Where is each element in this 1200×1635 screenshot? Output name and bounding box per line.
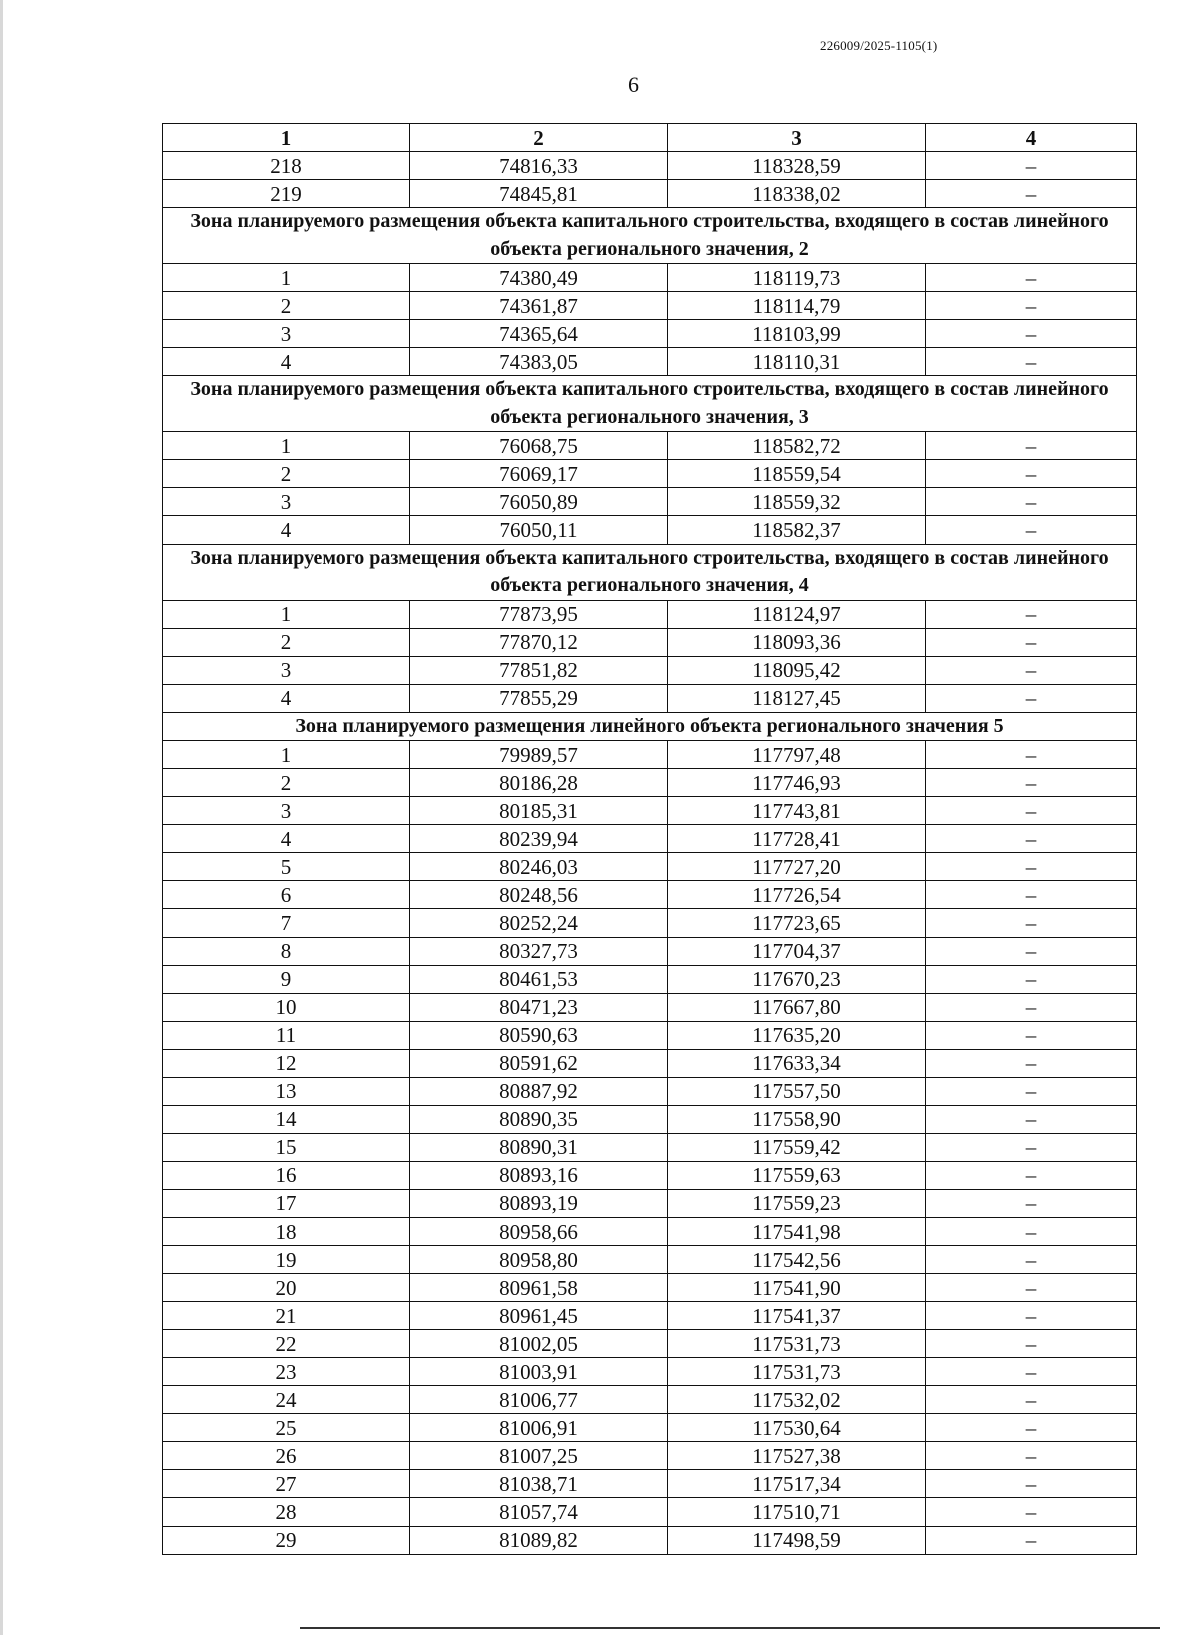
- scan-edge: [0, 0, 3, 1635]
- cell-col-4: –: [926, 853, 1137, 881]
- cell-col-2: 77855,29: [410, 684, 668, 712]
- table-row: [163, 1498, 1137, 1526]
- cell-col-3: 117498,59: [668, 1526, 926, 1554]
- zone-header-row: [163, 376, 1137, 432]
- cell-col-1: 3: [163, 797, 410, 825]
- cell-col-2: 80958,66: [410, 1218, 668, 1246]
- table-row: [163, 1470, 1137, 1498]
- cell-col-2: 76069,17: [410, 460, 668, 488]
- zone-header-row: [163, 712, 1137, 741]
- table-row: [163, 769, 1137, 797]
- cell-col-2: 74383,05: [410, 348, 668, 376]
- cell-col-1: 16: [163, 1161, 410, 1189]
- header-row: [163, 124, 1137, 152]
- cell-col-1: 14: [163, 1105, 410, 1133]
- cell-col-3: 118328,59: [668, 152, 926, 180]
- cell-col-3: 117558,90: [668, 1105, 926, 1133]
- cell-col-4: –: [926, 460, 1137, 488]
- cell-col-1: 4: [163, 684, 410, 712]
- cell-col-4: –: [926, 264, 1137, 292]
- cell-col-3: 117530,64: [668, 1414, 926, 1442]
- cell-col-2: 74845,81: [410, 180, 668, 208]
- cell-col-2: 76068,75: [410, 432, 668, 460]
- cell-col-2: 79989,57: [410, 741, 668, 769]
- cell-col-1: 17: [163, 1189, 410, 1217]
- cell-col-2: 81006,77: [410, 1386, 668, 1414]
- cell-col-2: 80461,53: [410, 965, 668, 993]
- cell-col-2: 80890,35: [410, 1105, 668, 1133]
- cell-col-3: 117728,41: [668, 825, 926, 853]
- table-body: [163, 152, 1137, 1555]
- table-row: [163, 180, 1137, 208]
- table-row: [163, 320, 1137, 348]
- cell-col-3: 117531,73: [668, 1330, 926, 1358]
- table-row: [163, 1161, 1137, 1189]
- cell-col-4: –: [926, 1189, 1137, 1217]
- cell-col-1: 2: [163, 769, 410, 797]
- cell-col-1: 4: [163, 348, 410, 376]
- cell-col-2: 80239,94: [410, 825, 668, 853]
- cell-col-4: –: [926, 965, 1137, 993]
- table-row: [163, 909, 1137, 937]
- cell-col-4: –: [926, 292, 1137, 320]
- cell-col-4: –: [926, 1021, 1137, 1049]
- cell-col-2: 80893,19: [410, 1189, 668, 1217]
- cell-col-2: 80248,56: [410, 881, 668, 909]
- cell-col-3: 117531,73: [668, 1358, 926, 1386]
- cell-col-1: 12: [163, 1049, 410, 1077]
- cell-col-2: 81089,82: [410, 1526, 668, 1554]
- cell-col-2: 80185,31: [410, 797, 668, 825]
- cell-col-4: –: [926, 1442, 1137, 1470]
- cell-col-4: –: [926, 488, 1137, 516]
- cell-col-4: –: [926, 1498, 1137, 1526]
- table-row: [163, 1133, 1137, 1161]
- cell-col-3: 117797,48: [668, 741, 926, 769]
- cell-col-2: 76050,11: [410, 516, 668, 544]
- cell-col-1: 25: [163, 1414, 410, 1442]
- cell-col-2: 80893,16: [410, 1161, 668, 1189]
- cell-col-4: –: [926, 769, 1137, 797]
- cell-col-4: –: [926, 684, 1137, 712]
- cell-col-3: 117727,20: [668, 853, 926, 881]
- table-row: [163, 1330, 1137, 1358]
- cell-col-2: 74365,64: [410, 320, 668, 348]
- table-row: [163, 348, 1137, 376]
- cell-col-4: –: [926, 1302, 1137, 1330]
- cell-col-1: 4: [163, 825, 410, 853]
- cell-col-3: 117510,71: [668, 1498, 926, 1526]
- cell-col-3: 118559,54: [668, 460, 926, 488]
- cell-col-4: –: [926, 1077, 1137, 1105]
- cell-col-3: 117633,34: [668, 1049, 926, 1077]
- cell-col-4: –: [926, 1133, 1137, 1161]
- cell-col-2: 80327,73: [410, 937, 668, 965]
- table-row: [163, 656, 1137, 684]
- cell-col-3: 117517,34: [668, 1470, 926, 1498]
- cell-col-4: –: [926, 1358, 1137, 1386]
- cell-col-2: 77851,82: [410, 656, 668, 684]
- cell-col-2: 74816,33: [410, 152, 668, 180]
- zone-header-row: [163, 208, 1137, 264]
- cell-col-3: 117635,20: [668, 1021, 926, 1049]
- table-header: [163, 124, 1137, 152]
- cell-col-2: 77870,12: [410, 628, 668, 656]
- cell-col-3: 117541,90: [668, 1274, 926, 1302]
- cell-col-3: 117527,38: [668, 1442, 926, 1470]
- table-row: [163, 1049, 1137, 1077]
- cell-col-1: 2: [163, 292, 410, 320]
- cell-col-3: 118093,36: [668, 628, 926, 656]
- table-row: [163, 1414, 1137, 1442]
- cell-col-2: 81003,91: [410, 1358, 668, 1386]
- cell-col-1: 20: [163, 1274, 410, 1302]
- cell-col-1: 13: [163, 1077, 410, 1105]
- zone-title: Зона планируемого размещения объекта капитального строительства, входящего в состав линейного объекта регионального значения, 3: [163, 376, 1137, 432]
- table-row: [163, 432, 1137, 460]
- cell-col-1: 26: [163, 1442, 410, 1470]
- cell-col-2: 81006,91: [410, 1414, 668, 1442]
- table-row: [163, 516, 1137, 544]
- cell-col-2: 80186,28: [410, 769, 668, 797]
- table-row: [163, 460, 1137, 488]
- cell-col-1: 29: [163, 1526, 410, 1554]
- cell-col-1: 10: [163, 993, 410, 1021]
- bottom-rule: [300, 1627, 1160, 1629]
- cell-col-1: 1: [163, 600, 410, 628]
- cell-col-2: 81057,74: [410, 1498, 668, 1526]
- cell-col-1: 24: [163, 1386, 410, 1414]
- cell-col-1: 28: [163, 1498, 410, 1526]
- cell-col-1: 1: [163, 432, 410, 460]
- zone-title: Зона планируемого размещения объекта капитального строительства, входящего в состав линейного объекта регионального значения, 2: [163, 208, 1137, 264]
- table-row: [163, 1105, 1137, 1133]
- cell-col-4: –: [926, 797, 1137, 825]
- cell-col-1: 22: [163, 1330, 410, 1358]
- cell-col-3: 118127,45: [668, 684, 926, 712]
- cell-col-3: 117541,98: [668, 1218, 926, 1246]
- table-row: [163, 825, 1137, 853]
- cell-col-2: 80471,23: [410, 993, 668, 1021]
- cell-col-3: 118119,73: [668, 264, 926, 292]
- cell-col-4: –: [926, 1470, 1137, 1498]
- cell-col-4: –: [926, 432, 1137, 460]
- cell-col-3: 118103,99: [668, 320, 926, 348]
- cell-col-1: 3: [163, 488, 410, 516]
- cell-col-1: 3: [163, 656, 410, 684]
- cell-col-3: 117746,93: [668, 769, 926, 797]
- cell-col-4: –: [926, 656, 1137, 684]
- cell-col-2: 80246,03: [410, 853, 668, 881]
- cell-col-3: 118582,72: [668, 432, 926, 460]
- header-col-3: 3: [668, 124, 926, 152]
- cell-col-1: 5: [163, 853, 410, 881]
- zone-header-row: [163, 544, 1137, 600]
- cell-col-4: –: [926, 1049, 1137, 1077]
- table-row: [163, 741, 1137, 769]
- cell-col-3: 117670,23: [668, 965, 926, 993]
- table-row: [163, 937, 1137, 965]
- cell-col-2: 81007,25: [410, 1442, 668, 1470]
- cell-col-1: 219: [163, 180, 410, 208]
- cell-col-4: –: [926, 993, 1137, 1021]
- cell-col-2: 80961,45: [410, 1302, 668, 1330]
- coordinates-table: [162, 123, 1137, 1555]
- cell-col-1: 7: [163, 909, 410, 937]
- table-row: [163, 1218, 1137, 1246]
- cell-col-2: 74361,87: [410, 292, 668, 320]
- cell-col-3: 117532,02: [668, 1386, 926, 1414]
- cell-col-2: 80591,62: [410, 1049, 668, 1077]
- cell-col-1: 9: [163, 965, 410, 993]
- cell-col-4: –: [926, 320, 1137, 348]
- cell-col-1: 8: [163, 937, 410, 965]
- table-row: [163, 1442, 1137, 1470]
- zone-title: Зона планируемого размещения объекта капитального строительства, входящего в состав линейного объекта регионального значения, 4: [163, 544, 1137, 600]
- table-row: [163, 1302, 1137, 1330]
- table-row: [163, 1246, 1137, 1274]
- cell-col-2: 74380,49: [410, 264, 668, 292]
- cell-col-1: 1: [163, 741, 410, 769]
- table-row: [163, 1077, 1137, 1105]
- cell-col-1: 2: [163, 460, 410, 488]
- table-row: [163, 1526, 1137, 1554]
- cell-col-4: –: [926, 1526, 1137, 1554]
- cell-col-2: 80958,80: [410, 1246, 668, 1274]
- cell-col-4: –: [926, 180, 1137, 208]
- cell-col-4: –: [926, 1218, 1137, 1246]
- table-row: [163, 1358, 1137, 1386]
- cell-col-3: 118338,02: [668, 180, 926, 208]
- table-row: [163, 684, 1137, 712]
- table-row: [163, 1021, 1137, 1049]
- cell-col-4: –: [926, 1414, 1137, 1442]
- table-row: [163, 993, 1137, 1021]
- cell-col-4: –: [926, 741, 1137, 769]
- page-number: 6: [628, 72, 639, 97]
- cell-col-4: –: [926, 825, 1137, 853]
- cell-col-3: 117542,56: [668, 1246, 926, 1274]
- cell-col-1: 18: [163, 1218, 410, 1246]
- cell-col-1: 19: [163, 1246, 410, 1274]
- cell-col-1: 2: [163, 628, 410, 656]
- zone-title: Зона планируемого размещения линейного объекта регионального значения 5: [163, 712, 1137, 741]
- document-id: 226009/2025-1105(1): [820, 38, 938, 53]
- cell-col-3: 118582,37: [668, 516, 926, 544]
- cell-col-3: 117557,50: [668, 1077, 926, 1105]
- cell-col-1: 6: [163, 881, 410, 909]
- table-row: [163, 628, 1137, 656]
- cell-col-4: –: [926, 628, 1137, 656]
- table-row: [163, 853, 1137, 881]
- cell-col-4: –: [926, 348, 1137, 376]
- table-row: [163, 1189, 1137, 1217]
- cell-col-3: 118110,31: [668, 348, 926, 376]
- cell-col-2: 77873,95: [410, 600, 668, 628]
- table-row: [163, 965, 1137, 993]
- cell-col-4: –: [926, 881, 1137, 909]
- cell-col-3: 117726,54: [668, 881, 926, 909]
- cell-col-3: 118114,79: [668, 292, 926, 320]
- cell-col-1: 4: [163, 516, 410, 544]
- cell-col-2: 81038,71: [410, 1470, 668, 1498]
- cell-col-3: 117743,81: [668, 797, 926, 825]
- cell-col-4: –: [926, 909, 1137, 937]
- cell-col-2: 80252,24: [410, 909, 668, 937]
- cell-col-4: –: [926, 516, 1137, 544]
- table-row: [163, 264, 1137, 292]
- table-row: [163, 881, 1137, 909]
- cell-col-2: 80887,92: [410, 1077, 668, 1105]
- table-row: [163, 1274, 1137, 1302]
- table-row: [163, 600, 1137, 628]
- cell-col-4: –: [926, 1386, 1137, 1414]
- cell-col-4: –: [926, 1161, 1137, 1189]
- cell-col-2: 76050,89: [410, 488, 668, 516]
- header-col-1: 1: [163, 124, 410, 152]
- cell-col-1: 218: [163, 152, 410, 180]
- cell-col-1: 15: [163, 1133, 410, 1161]
- cell-col-3: 117667,80: [668, 993, 926, 1021]
- cell-col-3: 117559,63: [668, 1161, 926, 1189]
- cell-col-2: 80590,63: [410, 1021, 668, 1049]
- cell-col-3: 117723,65: [668, 909, 926, 937]
- header-col-2: 2: [410, 124, 668, 152]
- cell-col-1: 21: [163, 1302, 410, 1330]
- cell-col-3: 118095,42: [668, 656, 926, 684]
- cell-col-3: 117541,37: [668, 1302, 926, 1330]
- cell-col-3: 117559,23: [668, 1189, 926, 1217]
- table-row: [163, 797, 1137, 825]
- cell-col-1: 1: [163, 264, 410, 292]
- cell-col-3: 117704,37: [668, 937, 926, 965]
- cell-col-2: 80961,58: [410, 1274, 668, 1302]
- cell-col-2: 80890,31: [410, 1133, 668, 1161]
- cell-col-4: –: [926, 1105, 1137, 1133]
- cell-col-4: –: [926, 152, 1137, 180]
- table-row: [163, 152, 1137, 180]
- cell-col-3: 118559,32: [668, 488, 926, 516]
- table-row: [163, 488, 1137, 516]
- cell-col-3: 117559,42: [668, 1133, 926, 1161]
- cell-col-1: 23: [163, 1358, 410, 1386]
- cell-col-4: –: [926, 1274, 1137, 1302]
- cell-col-1: 11: [163, 1021, 410, 1049]
- cell-col-4: –: [926, 937, 1137, 965]
- table-row: [163, 292, 1137, 320]
- cell-col-1: 27: [163, 1470, 410, 1498]
- cell-col-4: –: [926, 600, 1137, 628]
- header-col-4: 4: [926, 124, 1137, 152]
- cell-col-4: –: [926, 1246, 1137, 1274]
- cell-col-3: 118124,97: [668, 600, 926, 628]
- cell-col-4: –: [926, 1330, 1137, 1358]
- cell-col-1: 3: [163, 320, 410, 348]
- cell-col-2: 81002,05: [410, 1330, 668, 1358]
- table-row: [163, 1386, 1137, 1414]
